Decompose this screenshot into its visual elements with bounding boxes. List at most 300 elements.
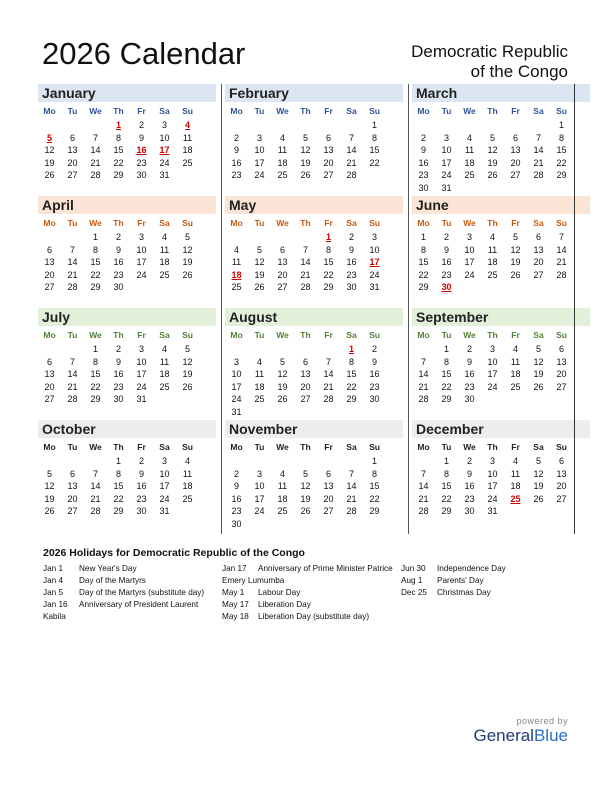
day: 9 (233, 481, 239, 491)
day: 17 (136, 257, 147, 267)
day-grid (412, 119, 590, 194)
empty-cell (61, 455, 84, 468)
day: 8 (371, 468, 377, 479)
day: 30 (113, 282, 124, 292)
day: 21 (533, 157, 544, 168)
weekday-label: Fr (511, 441, 520, 452)
day: 10 (487, 356, 498, 367)
day: 23 (136, 493, 147, 504)
weekday-label: Fr (324, 329, 333, 340)
day: 21 (323, 381, 334, 392)
day: 9 (420, 145, 426, 155)
day: 12 (300, 481, 311, 491)
day: 23 (231, 170, 242, 180)
day: 10 (487, 468, 498, 479)
weekday-label: Sa (533, 329, 544, 340)
weekday-label: Fr (137, 217, 146, 228)
empty-cell (225, 455, 248, 468)
day: 7 (558, 232, 564, 242)
day: 22 (369, 493, 380, 504)
weekday-header (38, 326, 216, 343)
day: 11 (159, 356, 170, 367)
day: 16 (231, 493, 242, 504)
day: 6 (535, 232, 541, 242)
weekday-label: Sa (533, 105, 544, 116)
column-separator (221, 84, 222, 534)
holiday-date: Aug 1 (401, 576, 423, 585)
day: 11 (231, 257, 242, 267)
weekday-label: Sa (533, 217, 544, 228)
day: 2 (233, 468, 239, 479)
day: 30 (369, 394, 380, 404)
day: 9 (138, 132, 144, 143)
day: 18 (182, 481, 193, 491)
day: 17 (254, 157, 265, 168)
month-name: March (412, 84, 590, 102)
empty-cell (271, 231, 294, 244)
day: 14 (346, 481, 357, 491)
month-october (38, 420, 216, 532)
day: 8 (92, 244, 98, 255)
day: 13 (323, 145, 334, 155)
day: 27 (67, 506, 78, 516)
weekday-header (38, 438, 216, 455)
day: 22 (418, 269, 429, 280)
month-name: February (225, 84, 403, 102)
month-august (225, 308, 403, 420)
day: 2 (466, 456, 472, 466)
weekday-header (225, 326, 403, 343)
day: 3 (256, 132, 262, 143)
day: 4 (512, 344, 518, 354)
day: 31 (231, 406, 242, 417)
weekday-label: Tu (441, 217, 452, 228)
day: 19 (182, 257, 193, 267)
holiday-item (43, 587, 215, 599)
day: 11 (182, 132, 193, 143)
weekday-label: Su (556, 105, 567, 116)
day: 20 (510, 157, 521, 168)
empty-cell (317, 119, 340, 132)
weekday-label: Su (182, 329, 193, 340)
holiday-day: 4 (184, 120, 190, 130)
day: 8 (420, 244, 426, 255)
day: 6 (279, 244, 285, 255)
day: 26 (487, 170, 498, 180)
weekday-label: Sa (533, 441, 544, 452)
empty-cell (504, 119, 527, 132)
day-grid (38, 119, 216, 182)
day: 20 (533, 257, 544, 267)
day: 24 (441, 170, 452, 180)
day: 11 (510, 468, 521, 479)
weekday-label: Th (487, 105, 498, 116)
day: 1 (92, 232, 98, 242)
day-grid (225, 231, 403, 294)
day: 6 (302, 356, 308, 367)
day: 31 (159, 170, 170, 180)
day: 3 (161, 120, 167, 130)
holiday-date: Jan 17 (222, 564, 247, 573)
holiday-date: May 17 (222, 600, 249, 609)
weekday-label: We (276, 105, 289, 116)
weekday-label: Tu (441, 105, 452, 116)
holiday-day: 30 (441, 282, 452, 292)
day: 19 (277, 381, 288, 392)
day: 24 (254, 506, 265, 516)
day: 26 (182, 381, 193, 392)
day: 6 (558, 456, 564, 466)
empty-cell (248, 231, 271, 244)
weekday-label: Th (113, 217, 124, 228)
country-name (411, 42, 568, 82)
day: 27 (323, 506, 334, 516)
empty-cell (248, 343, 271, 356)
day: 24 (487, 493, 498, 504)
day: 2 (233, 132, 239, 143)
holiday-day: 17 (369, 257, 380, 267)
day: 13 (533, 244, 544, 255)
day: 24 (464, 269, 475, 280)
day: 10 (136, 356, 147, 367)
day: 19 (510, 257, 521, 267)
day: 14 (418, 481, 429, 491)
day: 26 (300, 506, 311, 516)
holiday-date: Jan 5 (43, 588, 64, 597)
month-may (225, 196, 403, 308)
weekday-label: Fr (511, 105, 520, 116)
day: 3 (489, 456, 495, 466)
holiday-item (222, 563, 394, 587)
day: 17 (136, 369, 147, 379)
empty-cell (294, 455, 317, 468)
day: 6 (46, 244, 52, 255)
day: 19 (182, 369, 193, 379)
weekday-label: Th (300, 441, 311, 452)
weekday-label: Sa (346, 105, 357, 116)
day: 21 (346, 157, 357, 168)
holiday-day: 17 (159, 145, 170, 155)
day: 4 (256, 356, 262, 367)
day: 8 (348, 356, 354, 367)
holiday-name: Parents' Day (437, 576, 484, 585)
day: 20 (300, 381, 311, 392)
day: 27 (44, 282, 55, 292)
day: 2 (371, 344, 377, 354)
holiday-date: Jun 30 (401, 564, 426, 573)
day: 5 (256, 244, 262, 255)
weekday-label: Th (487, 441, 498, 452)
weekday-label: Tu (441, 441, 452, 452)
day: 22 (441, 381, 452, 392)
day: 16 (346, 257, 357, 267)
holiday-date: Jan 16 (43, 600, 68, 609)
day: 20 (277, 269, 288, 280)
day: 14 (67, 257, 78, 267)
day: 1 (115, 456, 121, 466)
month-name: January (38, 84, 216, 102)
day: 29 (346, 394, 357, 404)
weekday-label: Su (182, 441, 193, 452)
day: 2 (420, 132, 426, 143)
day: 8 (115, 468, 121, 479)
day: 20 (44, 381, 55, 392)
day: 13 (300, 369, 311, 379)
day: 22 (90, 381, 101, 392)
weekday-label: Tu (254, 329, 265, 340)
month-july (38, 308, 216, 420)
day: 8 (92, 356, 98, 367)
day: 30 (464, 394, 475, 404)
holiday-column-1 (43, 563, 215, 623)
weekday-label: Su (369, 441, 380, 452)
day: 3 (466, 232, 472, 242)
day: 25 (182, 157, 193, 168)
weekday-label: Mo (43, 441, 56, 452)
day: 26 (44, 170, 55, 180)
empty-cell (435, 119, 458, 132)
weekday-label: We (276, 217, 289, 228)
holiday-day: 5 (46, 132, 52, 143)
weekday-header (225, 214, 403, 231)
weekday-label: Mo (230, 217, 243, 228)
day: 28 (556, 269, 567, 280)
weekday-label: Sa (159, 217, 170, 228)
weekday-label: Fr (324, 441, 333, 452)
day: 4 (279, 132, 285, 143)
day: 3 (161, 456, 167, 466)
weekday-label: Mo (417, 329, 430, 340)
weekday-label: Fr (324, 217, 333, 228)
holiday-name: Day of the Martyrs (79, 576, 146, 585)
day: 24 (136, 269, 147, 280)
day: 15 (90, 369, 101, 379)
day-grid (412, 455, 590, 518)
day: 11 (277, 145, 288, 155)
day: 20 (323, 493, 334, 504)
day: 18 (277, 157, 288, 168)
day: 5 (184, 344, 190, 354)
day: 28 (300, 282, 311, 292)
day: 27 (556, 381, 567, 392)
day: 16 (441, 257, 452, 267)
empty-cell (412, 343, 435, 356)
day: 12 (254, 257, 265, 267)
day: 20 (323, 157, 334, 168)
day: 28 (418, 506, 429, 516)
day: 16 (113, 257, 124, 267)
day: 26 (44, 506, 55, 516)
day: 7 (92, 132, 98, 143)
day: 19 (487, 157, 498, 168)
day: 26 (182, 269, 193, 280)
day: 5 (489, 132, 495, 143)
weekday-label: Sa (346, 217, 357, 228)
day: 11 (159, 244, 170, 255)
day: 1 (371, 456, 377, 466)
day: 31 (487, 506, 498, 516)
weekday-label: We (463, 441, 476, 452)
day: 28 (90, 506, 101, 516)
day: 20 (67, 493, 78, 504)
day: 15 (323, 257, 334, 267)
weekday-label: We (89, 105, 102, 116)
day: 14 (67, 369, 78, 379)
day: 15 (441, 369, 452, 379)
weekday-label: We (89, 441, 102, 452)
day: 9 (115, 244, 121, 255)
day: 25 (231, 282, 242, 292)
day: 12 (533, 468, 544, 479)
day: 22 (113, 157, 124, 168)
day: 3 (371, 232, 377, 242)
day: 14 (300, 257, 311, 267)
empty-cell (248, 455, 271, 468)
day: 8 (371, 132, 377, 143)
weekday-header (412, 438, 590, 455)
day: 8 (115, 132, 121, 143)
day: 7 (92, 468, 98, 479)
weekday-label: We (276, 329, 289, 340)
month-name: September (412, 308, 590, 326)
day: 3 (256, 468, 262, 479)
holiday-item (43, 575, 215, 587)
day: 19 (44, 493, 55, 504)
day: 25 (254, 394, 265, 404)
day: 5 (302, 468, 308, 479)
empty-cell (317, 343, 340, 356)
weekday-label: Fr (137, 329, 146, 340)
day: 27 (510, 170, 521, 180)
empty-cell (225, 231, 248, 244)
day: 9 (348, 244, 354, 255)
holiday-column-2 (222, 563, 394, 623)
weekday-label: Fr (137, 441, 146, 452)
day: 18 (510, 369, 521, 379)
footer-branding (473, 716, 568, 746)
day: 26 (254, 282, 265, 292)
holiday-item (222, 599, 394, 611)
day: 4 (161, 232, 167, 242)
day: 1 (443, 456, 449, 466)
empty-cell (225, 343, 248, 356)
holiday-name: Independence Day (437, 564, 506, 573)
day: 14 (323, 369, 334, 379)
weekday-label: We (89, 329, 102, 340)
day: 2 (138, 456, 144, 466)
day: 9 (466, 468, 472, 479)
weekday-label: Th (113, 441, 124, 452)
day: 12 (510, 244, 521, 255)
country-line-2: of the Congo (470, 62, 568, 81)
day: 13 (67, 145, 78, 155)
day: 23 (346, 269, 357, 280)
day: 17 (254, 493, 265, 504)
empty-cell (225, 119, 248, 132)
day: 18 (277, 493, 288, 504)
day: 25 (182, 493, 193, 504)
day: 23 (418, 170, 429, 180)
weekday-label: Tu (67, 105, 78, 116)
day: 30 (418, 182, 429, 193)
weekday-label: Tu (441, 329, 452, 340)
holiday-day: 25 (510, 493, 521, 504)
day: 11 (510, 356, 521, 367)
empty-cell (458, 119, 481, 132)
weekday-label: Mo (417, 441, 430, 452)
day: 18 (182, 145, 193, 155)
day: 30 (231, 518, 242, 529)
month-september (412, 308, 590, 420)
day: 20 (44, 269, 55, 280)
day: 25 (159, 381, 170, 392)
day: 1 (558, 120, 564, 130)
weekday-label: Su (556, 217, 567, 228)
day: 6 (558, 344, 564, 354)
day: 18 (159, 369, 170, 379)
day: 21 (346, 493, 357, 504)
month-february (225, 84, 403, 196)
day: 16 (113, 369, 124, 379)
day: 9 (466, 356, 472, 367)
day: 21 (556, 257, 567, 267)
day: 14 (556, 244, 567, 255)
day: 18 (159, 257, 170, 267)
day: 7 (348, 468, 354, 479)
holiday-item (222, 587, 394, 599)
day: 22 (113, 493, 124, 504)
day: 14 (90, 481, 101, 491)
day: 17 (487, 369, 498, 379)
day: 15 (441, 481, 452, 491)
day: 1 (443, 344, 449, 354)
weekday-header (225, 102, 403, 119)
day: 12 (487, 145, 498, 155)
weekday-header (412, 326, 590, 343)
month-name: May (225, 196, 403, 214)
weekday-label: Mo (43, 217, 56, 228)
day: 11 (277, 481, 288, 491)
day: 29 (556, 170, 567, 180)
day: 24 (254, 170, 265, 180)
day-grid (412, 231, 590, 294)
day: 10 (254, 145, 265, 155)
weekday-label: Th (113, 329, 124, 340)
day: 10 (464, 244, 475, 255)
day: 27 (556, 493, 567, 504)
day: 6 (325, 468, 331, 479)
day: 12 (300, 145, 311, 155)
day: 29 (418, 282, 429, 292)
day: 17 (159, 481, 170, 491)
day: 4 (233, 244, 239, 255)
holiday-name: Day of the Martyrs (substitute day) (79, 588, 205, 597)
weekday-header (412, 102, 590, 119)
day: 28 (346, 506, 357, 516)
month-january (38, 84, 216, 196)
day: 20 (556, 369, 567, 379)
day: 25 (510, 381, 521, 392)
day: 25 (277, 170, 288, 180)
day-grid (225, 119, 403, 182)
day: 28 (323, 394, 334, 404)
weekday-label: Tu (254, 441, 265, 452)
day: 27 (277, 282, 288, 292)
day: 1 (371, 120, 377, 130)
day-grid (38, 231, 216, 294)
weekday-label: We (463, 105, 476, 116)
month-december (412, 420, 590, 532)
